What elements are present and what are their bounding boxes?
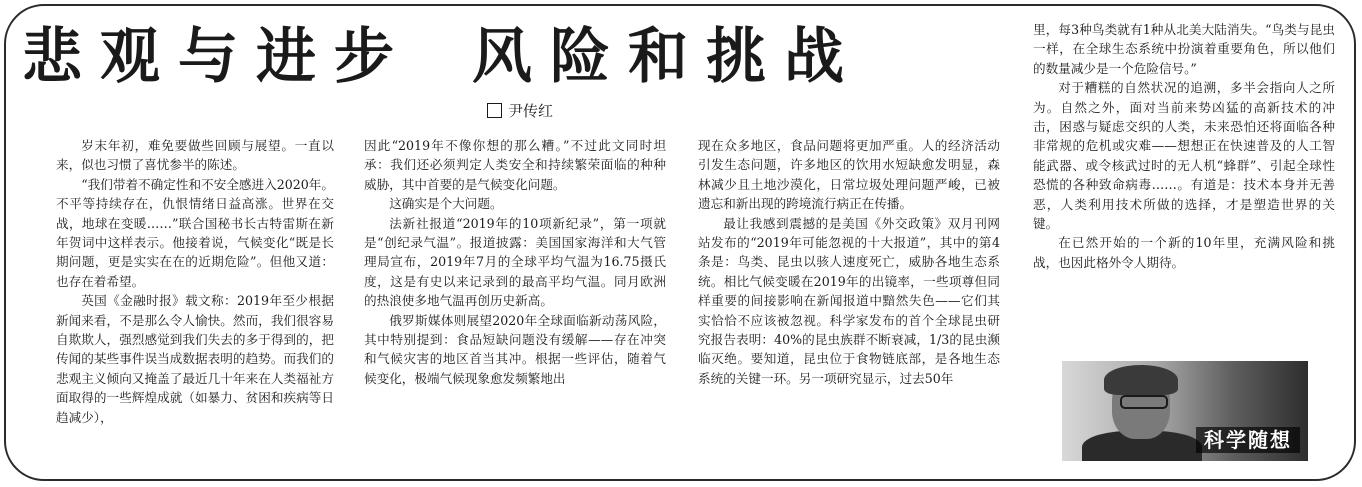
text-column-3 bbox=[698, 136, 1000, 476]
paragraph: 现在众多地区，食品问题将更加严重。人的经济活动引发生态问题，许多地区的饮用水短缺愈发明显，森林减少且土地沙漠化，日常垃圾处理问题严峻，已被遗忘和新出现的跨境流行病正在传播。 bbox=[698, 138, 1000, 212]
text-column-1 bbox=[56, 136, 334, 476]
byline-box-icon bbox=[487, 103, 502, 118]
paragraph: 俄罗斯媒体则展望2020年全球面临新动荡风险，其中特别提到：食品短缺问题没有缓解——存在冲突和气候灾害的地区首当其冲。根据一些评估，随着气候变化，极端气候现象愈发频繁地出 bbox=[364, 312, 666, 386]
text-column-4 bbox=[1033, 20, 1335, 350]
paragraph: 因此“2019年不像你想的那么糟。”不过此文同时坦承：我们还必须判定人类安全和持续繁荣面临的种种威胁，其中首要的是气候变化问题。 bbox=[364, 138, 666, 192]
paragraph: “我们带着不确定性和不安全感进入2020年。不平等持续存在，仇恨情绪日益高涨。世界在交战，地球在变暖……”联合国秘书长古特雷斯在新年贺词中这样表示。他接着说，气候变化“既是长期问题，更是实实在在的近期危险”。但他又道：也存在着希望。 bbox=[56, 176, 334, 289]
paragraph: 法新社报道“2019年的10项新纪录”，第一项就是“创纪录气温”。报道披露：美国国家海洋和大气管理局宣布，2019年7月的全球平均气温为16.75摄氏度，这是有史以来记录到的最高平均气温。同月欧洲的热浪使多地气温再创历史新高。 bbox=[364, 215, 666, 309]
headline-part-1: 悲观与进步 bbox=[22, 22, 412, 92]
paragraph: 这确实是个大问题。 bbox=[389, 196, 503, 212]
paragraph: 英国《金融时报》载文称：2019年至少根据新闻来看，不是那么令人愉快。然而，我们很容易自欺欺人，强烈感觉到我们失去的多于得到的，把传闻的某些事件误当成数据表明的趋势。而我们的悲观主义倾向又掩盖了最近几十年来在人类福祉方面取得的一些辉煌成就（如暴力、贫困和疾病等日趋减少）， bbox=[56, 293, 334, 425]
paragraph: 最让我感到震撼的是美国《外交政策》双月刊网站发布的“2019年可能忽视的十大报道”，其中的第4条是：鸟类、昆虫以骇人速度死亡，威胁各地生态系统。相比气候变暖在2019年的出镜率，一些项尊但同样重要的间接影响在新闻报道中黯然失色——它们其实恰恰不应该被忽视。科学家发布的首个全球昆虫研究报告表明：40%的昆虫族群不断衰减，1/3的昆虫濒临灭绝。要知道，昆虫位于食物链底部，是各地生态系统的关键一环。另一项研究显示，过去50年 bbox=[698, 215, 1000, 386]
article-headline bbox=[22, 18, 1022, 96]
photo-figure-glasses bbox=[1120, 395, 1168, 409]
author-name: 尹传红 bbox=[508, 102, 554, 120]
paragraph: 对于糟糕的自然状况的追溯，多半会指向人之所为。自然之外，面对当前来势凶猛的高新技术的冲击，困惑与疑虑交织的人类，未来恐怕还将面临各种非常规的危机或灾难——想想正在快速普及的人工智能武器、或令核武过时的无人机“蜂群”、引起全球性恐慌的各种致命病毒……。有道是：技术本身并无善恶，人类利用技术所做的选择，才是塑造世界的关键。 bbox=[1033, 80, 1335, 232]
photo-figure-hair bbox=[1104, 365, 1178, 395]
paragraph: 在已然开始的一个新的10年里，充满风险和挑战，也因此格外令人期待。 bbox=[1033, 235, 1335, 270]
column-label: 科学随想 bbox=[1196, 427, 1300, 453]
headline-part-2: 风险和挑战 bbox=[472, 22, 862, 92]
byline bbox=[487, 100, 553, 122]
paragraph: 里，每3种鸟类就有1种从北美大陆消失。“鸟类与昆虫一样，在全球生态系统中扮演着重要角色，所以他们的数量减少是一个危险信号。” bbox=[1033, 22, 1335, 76]
paragraph: 岁末年初，难免要做些回顾与展望。一直以来，似也习惯了喜忧参半的陈述。 bbox=[56, 138, 334, 173]
text-column-2 bbox=[364, 136, 666, 476]
column-photo bbox=[1062, 361, 1308, 461]
